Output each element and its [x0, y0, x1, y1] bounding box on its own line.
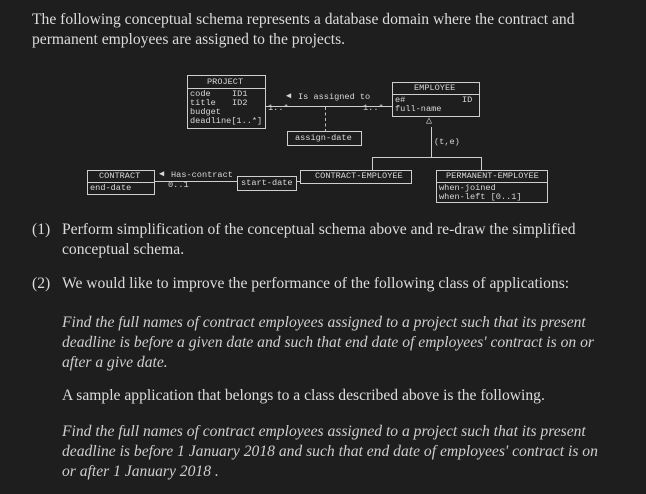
- assignment-label: Is assigned to: [298, 92, 371, 102]
- contract-employee-class-title: CONTRACT-EMPLOYEE: [315, 171, 403, 181]
- question-2-italic-line-6: or after 1 January 2018 .: [62, 463, 219, 480]
- contract-attr-enddate: end-date: [90, 183, 132, 193]
- question-2-italic-line-1: Find the full names of contract employees assigned to a project such that its present: [62, 314, 586, 331]
- has-contract-label: Has-contract: [171, 170, 233, 180]
- permanent-employee-class-title: PERMANENT-EMPLOYEE: [446, 171, 539, 181]
- question-2-italic-line-2: deadline is before a given date and such that end date of employees' contract is on or: [62, 334, 594, 351]
- intro-line-1: The following conceptual schema represents a database domain where the contract and: [32, 11, 575, 28]
- question-1-line-2: conceptual schema.: [62, 241, 185, 258]
- question-2-italic-line-5: deadline is before 1 January 2018 and such that end date of employees' contract is on: [62, 443, 598, 460]
- contract-class-title: CONTRACT: [99, 171, 141, 181]
- question-1-line-1: Perform simplification of the conceptual schema above and re-draw the simplified: [62, 221, 576, 238]
- question-2-line-1: We would like to improve the performance of the following class of applications:: [62, 275, 570, 292]
- project-class-title: PROJECT: [207, 77, 244, 87]
- question-2-italic-line-3: after a give date.: [62, 354, 168, 371]
- assignment-direction-icon: ◀: [286, 91, 292, 101]
- intro-line-2: permanent employees are assigned to the projects.: [32, 31, 346, 48]
- employee-class-title: EMPLOYEE: [414, 83, 456, 93]
- question-1-text: [62, 220, 576, 260]
- permanent-attr-whenleft: when-left [0..1]: [439, 192, 522, 202]
- project-attr-deadline: deadline[1..*]: [190, 116, 263, 126]
- employee-attr-enum: e#: [395, 95, 406, 105]
- permanent-attr-whenjoined: when-joined: [439, 183, 496, 193]
- question-2-italic-block-2: [62, 422, 598, 482]
- has-contract-mult: 0..1: [168, 180, 189, 190]
- question-2-sample-line: A sample application that belongs to a class described above is the following.: [62, 387, 545, 404]
- has-contract-direction-icon: ◀: [159, 169, 165, 179]
- project-attr-code-key: ID1: [232, 89, 248, 99]
- generalization-triangle-icon: △: [426, 116, 433, 127]
- project-attr-title-key: ID2: [232, 98, 248, 108]
- question-1-number: (1): [32, 221, 51, 238]
- question-2-italic-line-4: Find the full names of contract employees assigned to a project such that its present: [62, 423, 586, 440]
- start-date-label: start-date: [241, 178, 293, 188]
- assign-date-label: assign-date: [295, 133, 352, 143]
- assignment-mult-right: 1..*: [363, 103, 384, 113]
- generalization-constraint: (t,e): [434, 137, 460, 147]
- project-attr-title: title: [190, 98, 216, 108]
- assignment-assoc-dashed-line: [325, 107, 326, 132]
- project-attr-code: code: [190, 89, 211, 99]
- question-2-number: (2): [32, 275, 51, 292]
- question-2-italic-block-1: [62, 313, 594, 373]
- assignment-mult-left: 1..*: [268, 103, 289, 113]
- employee-attr-enum-key: ID: [462, 95, 473, 105]
- project-attr-budget: budget: [190, 107, 221, 117]
- employee-attr-fullname: full-name: [395, 104, 442, 114]
